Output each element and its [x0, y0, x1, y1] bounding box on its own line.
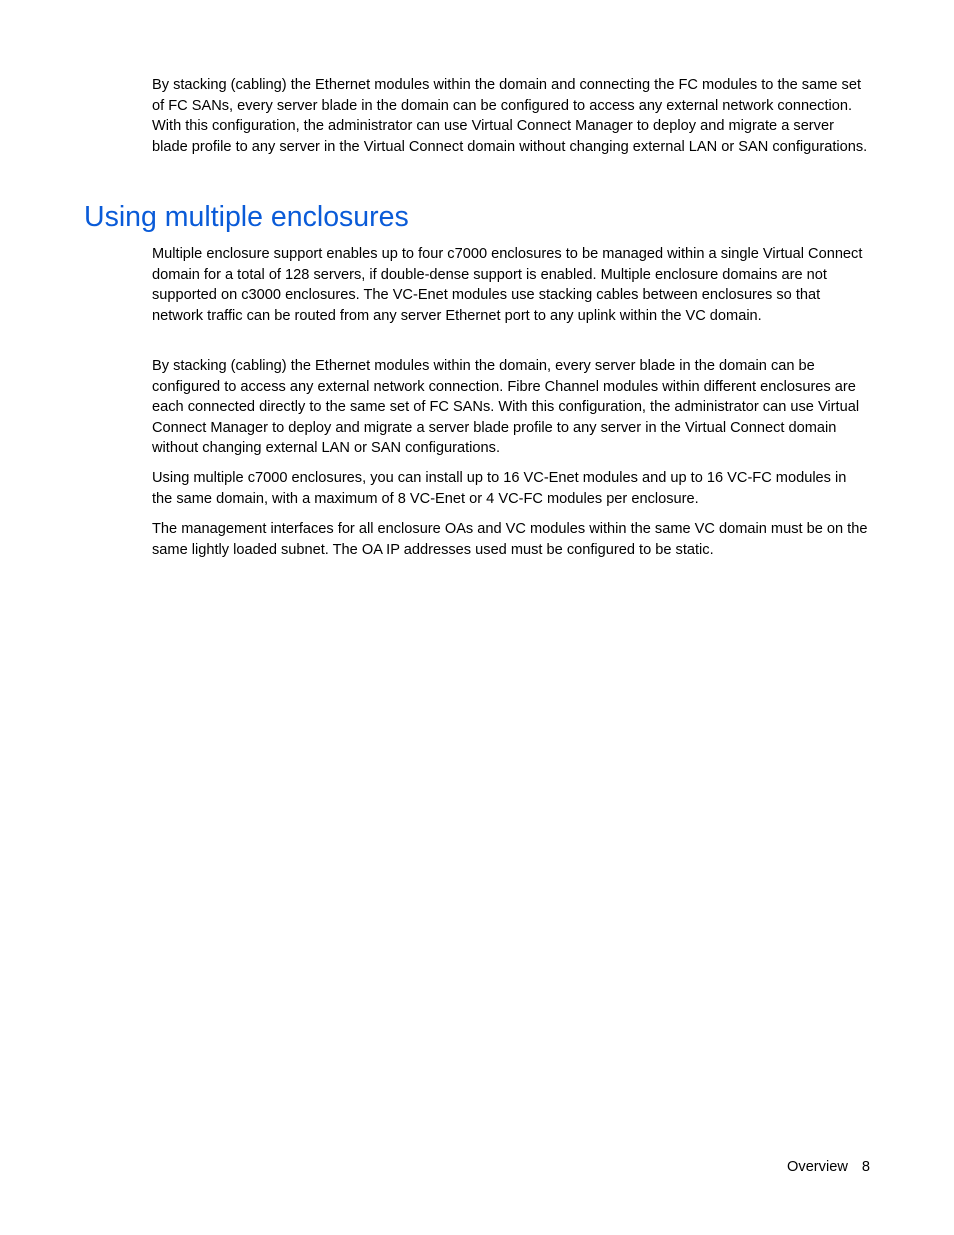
section-heading: Using multiple enclosures	[84, 201, 409, 233]
section-paragraph-2: By stacking (cabling) the Ethernet modules within the domain, every server blade in the domain can be configured to access any external network connection. Fibre Channel modules within different enclosures are each connected directly to the same set of FC SANs. With this configuration, the administrator can use Virtual Connect Manager to deploy and migrate a server blade profile to any server in the Virtual Connect domain without changing external LAN or SAN configurations.	[152, 358, 860, 457]
footer-section-name: Overview	[787, 1159, 848, 1175]
footer-page-number: 8	[861, 1159, 870, 1175]
section-paragraph-4: The management interfaces for all enclosure OAs and VC modules within the same VC domain must be on the same lightly loaded subnet. The OA IP addresses used must be configured to be static.	[152, 521, 868, 558]
page-footer	[787, 1157, 870, 1177]
section-paragraph-3: Using multiple c7000 enclosures, you can install up to 16 VC-Enet modules and up to 16 VC-FC modules in the same domain, with a maximum of 8 VC-Enet or 4 VC-FC modules per enclosure.	[152, 470, 847, 507]
intro-paragraph: By stacking (cabling) the Ethernet modules within the domain and connecting the FC modules to the same set of FC SANs, every server blade in the domain can be configured to access any external network connection. With this configuration, the administrator can use Virtual Connect Manager to deploy and migrate a server blade profile to any server in the Virtual Connect domain without changing external LAN or SAN configurations.	[152, 77, 868, 155]
section-paragraph-1: Multiple enclosure support enables up to four c7000 enclosures to be managed within a single Virtual Connect domain for a total of 128 servers, if double-dense support is enabled. Multiple enclosure domains are not supported on c3000 enclosures. The VC-Enet modules use stacking cables between enclosures so that network traffic can be routed from any server Ethernet port to any uplink within the VC domain.	[152, 246, 863, 324]
